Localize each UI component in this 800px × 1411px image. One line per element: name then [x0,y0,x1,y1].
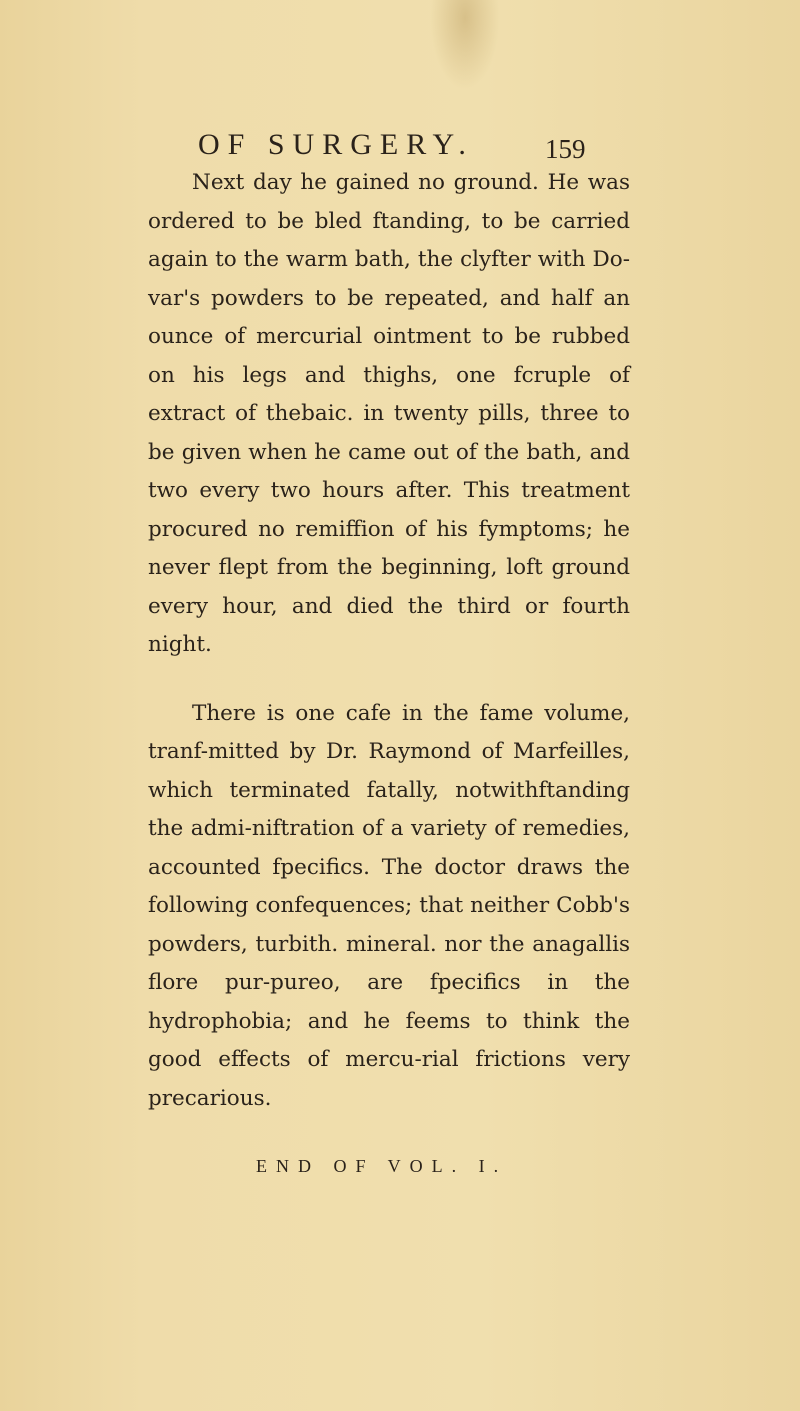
paper-fold-shadow [430,0,500,90]
body-text [148,164,630,1118]
page-number: 159 [545,134,586,164]
paragraph-2: There is one cafe in the fame volume, tranf-mitted by Dr. Raymond of Marfeilles, which terminated fatally, notwithftanding the admi-niftration of a variety of remedies, accounted fpecifics. The doctor draws the following confequences; that neither Cobb's powders, turbith. mineral. nor the anagallis flore pur-pureo, are fpecifics in the hydrophobia; and he feems to think the good effects of mercu-rial frictions very precarious. [148,700,630,1111]
paragraph-1: Next day he gained no ground. He was ordered to be bled ftanding, to be carried again to the warm bath, the clyfter with Do-var's powders to be repeated, and half an ounce of mercurial ointment to be rubbed on his legs and thighs, one fcruple of extract of thebaic. in twenty pills, three to be given when he came out of the bath, and two every two hours after. This treatment procured no remiffion of his fymptoms; he never flept from the beginning, loft ground every hour, and died the third or fourth night. [148,170,630,657]
running-head: OF SURGERY. [198,128,474,161]
end-of-volume-colophon: END OF VOL. I. [256,1156,508,1176]
